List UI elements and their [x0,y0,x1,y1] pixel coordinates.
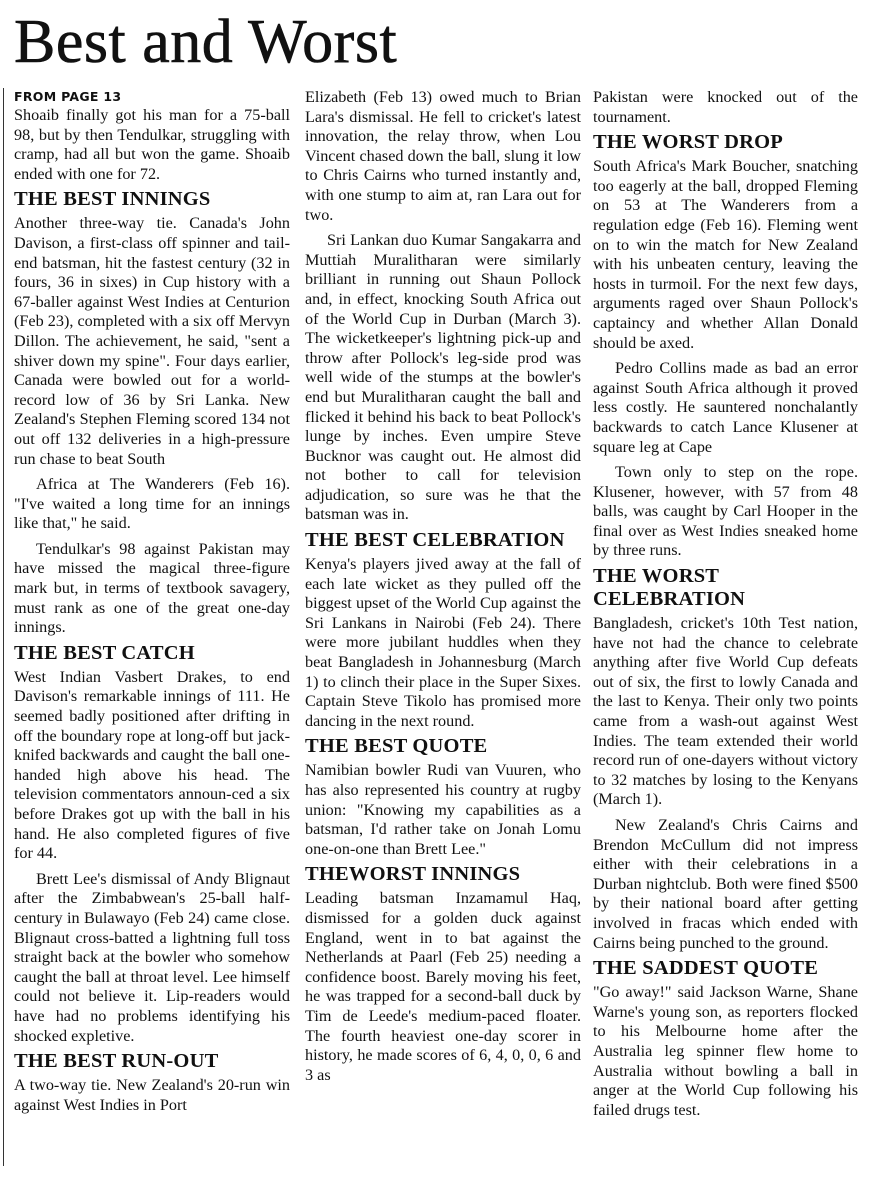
paragraph: West Indian Vasbert Drakes, to end Davison's remarkable innings of 111. He seemed badly positioned after drifting in off the boundary rope at long-off but jack-knifed backwards and caught the ball one-handed high above his head. The television commentators announ-ced a six before Drakes got up with the ball in his hand. He also completed figures of five for 44. [14,667,290,863]
paragraph: Bangladesh, cricket's 10th Test nation, have not had the chance to celebrate anything after five World Cup defeats out of six, the first to lowly Canada and the last to Kenya. Their only two points came from a wash-out against West Indies. The team extended their world record run of one-dayers without victory to 32 matches by losing to the Kenyans (March 1). [593,614,858,809]
section-heading: THE BEST RUN-OUT [14,1050,219,1073]
paragraph: Leading batsman Inzamamul Haq, dismissed for a golden duck against England, went in to bat against the Netherlands at Paarl (Feb 25) needing a confidence boost. Barely moving his feet, he was trapped for a second-ball duck by Tim de Leede's medium-paced floater. The fourth heaviest one-day scorer in history, he made scores of 6, 4, 0, 0, 6 and 3 as [305,889,581,1084]
paragraph: South Africa's Mark Boucher, snatching too eagerly at the ball, dropped Fleming on 53 at The Wanderers from a regulation edge (Feb 16). Fleming went on to win the match for New Zealand with his unbeaten century, leaving the hosts in turmoil. For the next few days, arguments raged over Shaun Pollock's captaincy and whether Allan Donald should be axed. [593,157,858,352]
section-heading: THE BEST QUOTE [305,735,488,758]
paragraph: "Go away!" said Jackson Warne, Shane Warne's young son, as reporters flocked to his Melbourne home after the Australia leg spinner flew home to Australia without bowling a ball in anger at the World Cup following his failed drugs test. [593,983,858,1119]
section-heading: THE BEST CATCH [14,641,195,664]
paragraph: Tendulkar's 98 against Pakistan may have missed the magical three-figure mark but, in terms of textbook savagery, must rank as one of the great one-day innings. [14,539,290,637]
section-heading: THE WORST DROP [593,131,784,154]
paragraph: Kenya's players jived away at the fall of each late wicket as they pulled off the biggest upset of the World Cup against the Sri Lankans in Nairobi (Feb 24). There were more jubilant huddles when they beat Bangladesh in Johannesburg (March 1) to clinch their place in the Super Sixes. Captain Steve Tikolo has promised more dancing in the next round. [305,555,581,730]
paragraph: Elizabeth (Feb 13) owed much to Brian Lara's dismissal. He fell to cricket's latest innovation, the relay throw, when Lou Vincent chased down the ball, slung it low to Chris Cairns who turned instantly and, with one stump to aim at, ran Lara out for two. [305,88,581,224]
paragraph: Africa at The Wanderers (Feb 16). "I've waited a long time for an innings like that," he said. [14,475,290,533]
paragraph: A two-way tie. New Zealand's 20-run win against West Indies in Port [14,1076,290,1114]
jump-line: FROM PAGE 13 [14,89,122,104]
paragraph: Shoaib finally got his man for a 75-ball 98, but by then Tendulkar, struggling with cramp, had all but won the game. Shoaib ended with one for 72. [14,106,290,183]
paragraph: New Zealand's Chris Cairns and Brendon McCullum did not impress either with their celebrations in a Durban nightclub. Both were fined $500 by their national board after getting involved in fracas which ended with Cairns being punched to the ground. [593,816,858,952]
paragraph: Namibian bowler Rudi van Vuuren, who has also represented his country at rugby union: "Knowing my capabilities as a batsman, I'd rather take on Jonah Lomu one-on-one than Brett Lee." [305,761,581,858]
paragraph: Brett Lee's dismissal of Andy Blignaut after the Zimbabwean's 25-ball half-century in Bulawayo (Feb 24) came close. Blignaut cross-batted a lightning full toss straight back at the bowler who somehow caught the ball at throat level. Lee himself could not believe it. Lip-readers would have had no problems identifying his shocked expletive. [14,869,290,1045]
article-column-3 [593,88,858,1120]
section-heading: THE WORST CELEBRATION [593,565,746,611]
paragraph: Another three-way tie. Canada's John Davison, a first-class off spinner and tail-end batsman, hit the fastest century (32 in fours, 36 in sixes) in Cup history with a 67-baller against West Indies at Centurion (Feb 23), completed with a six off Mervyn Dillon. The achievement, he said, "sent a shiver down my spine". Four days earlier, Canada were bowled out for a world-record low of 36 by Sri Lanka. New Zealand's Stephen Fleming scored 134 not out off 132 deliveries in a high-pressure run chase to beat South [14,214,290,468]
section-heading: THEWORST INNINGS [305,863,521,886]
column-rule [3,88,4,1166]
article-column-2 [305,88,581,1085]
paragraph: Pedro Collins made as bad an error against South Africa although it proved less costly. He sauntered nonchalantly backwards to catch Lance Klusener at square leg at Cape [593,359,858,456]
article-column-1 [14,88,290,1115]
section-heading: THE BEST INNINGS [14,188,211,211]
headline: Best and Worst [14,8,398,76]
section-heading: THE BEST CELEBRATION [305,529,565,552]
paragraph: Town only to step on the rope. Klusener, however, with 57 from 48 balls, was caught by Carl Hooper in the final over as West Indies sneaked home by three runs. [593,463,858,560]
paragraph: Pakistan were knocked out of the tournament. [593,88,858,126]
paragraph: Sri Lankan duo Kumar Sangakarra and Muttiah Muralitharan were similarly brilliant in running out Shaun Pollock and, in effect, knocking South Africa out of the World Cup in Durban (March 3). The wicketkeeper's lightning pick-up and throw after Pollock's leg-side prod was well wide of the stumps at the bowler's end but Muralitharan caught the ball and flicked it behind his back to beat Pollock's lunge by inches. Even umpire Steve Bucknor was caught out. He almost did not bother to call for television adjudication, so sure was he that the batsman was in. [305,231,581,524]
section-heading: THE SADDEST QUOTE [593,957,819,980]
